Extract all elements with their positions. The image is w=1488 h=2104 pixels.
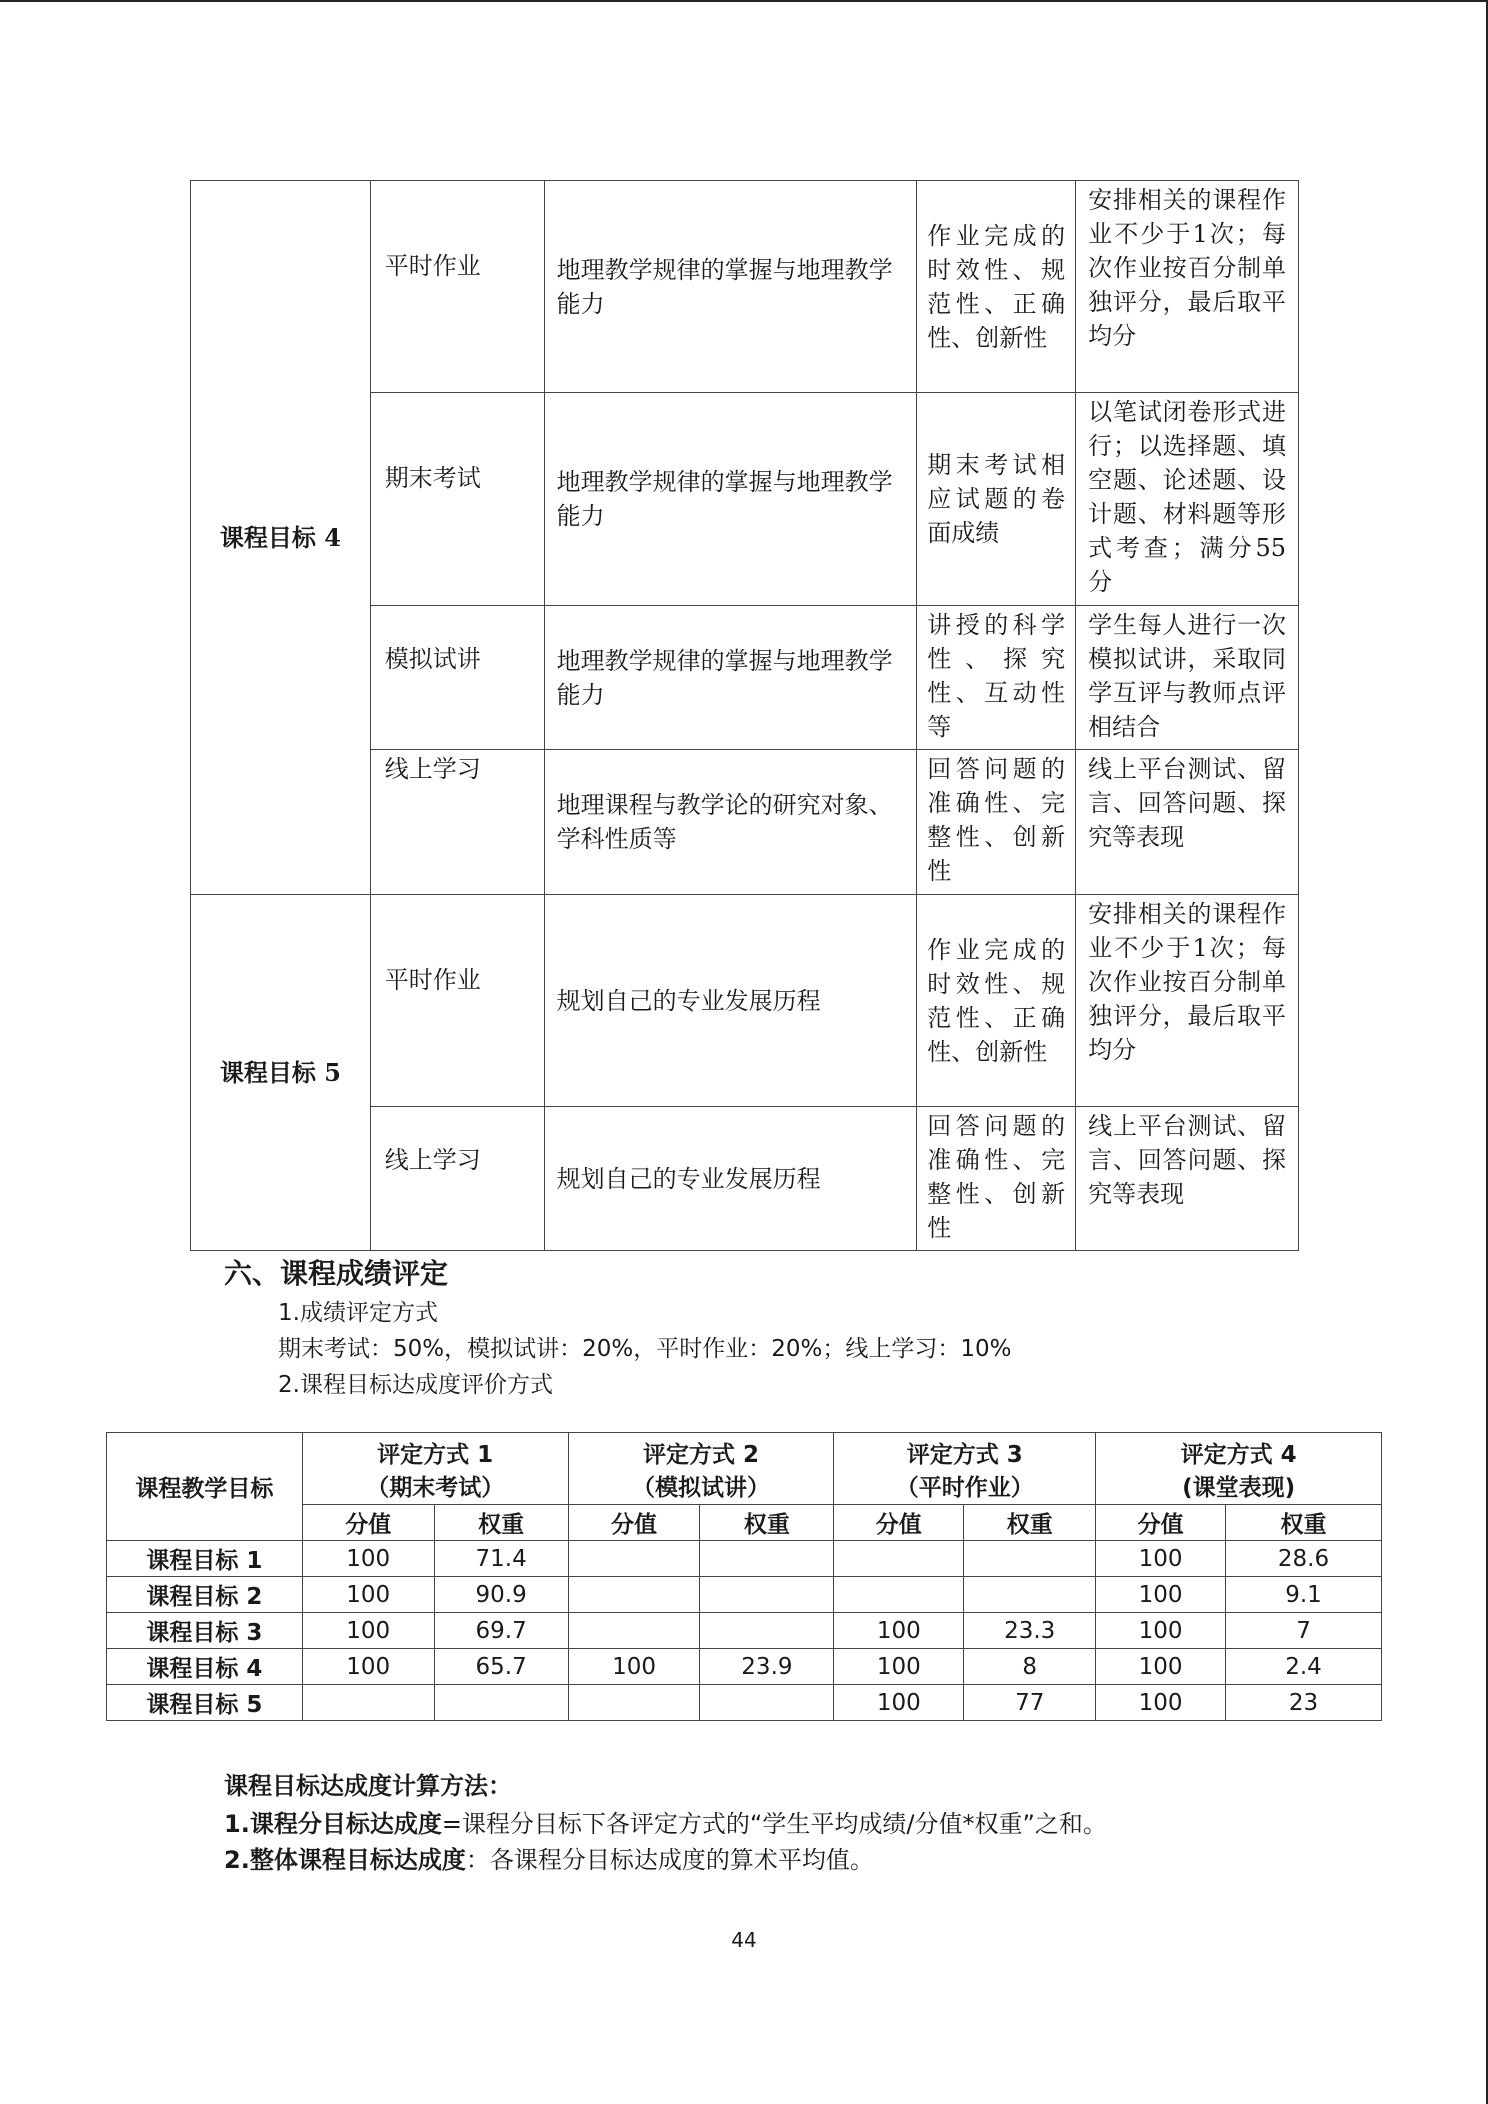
value-cell: 100 (1096, 1577, 1226, 1613)
goal-cell: 课程目标 4 (107, 1649, 303, 1685)
value-cell: 100 (1096, 1613, 1226, 1649)
method-cell: 平时作业 (370, 895, 544, 1107)
note-cell: 学生每人进行一次模拟试讲，采取同学互评与教师点评相结合 (1076, 606, 1299, 750)
item-1-text: 1.成绩评定方式 (278, 1300, 438, 1326)
note-cell: 以笔试闭卷形式进行；以选择题、填空题、论述题、设计题、材料题等形式考查；满分55分 (1076, 393, 1299, 606)
value-cell (834, 1577, 964, 1613)
value-cell (568, 1685, 700, 1721)
table-row (107, 1577, 1382, 1613)
mode-4-header: 评定方式 4 (课堂表现) (1096, 1433, 1382, 1505)
score-header: 分值 (1096, 1505, 1226, 1541)
value-cell: 100 (834, 1649, 964, 1685)
note-cell: 安排相关的课程作业不少于1次；每次作业按百分制单独评分，最后取平均分 (1076, 895, 1299, 1107)
standard-cell: 回答问题的准确性、完整性、创新性 (917, 1107, 1076, 1251)
standard-cell: 回答问题的准确性、完整性、创新性 (917, 750, 1076, 895)
weight-header: 权重 (1226, 1505, 1382, 1541)
value-cell: 100 (302, 1541, 434, 1577)
header-row (107, 1433, 1382, 1505)
value-cell: 77 (964, 1685, 1096, 1721)
goal-5-cell: 课程目标 5 (191, 895, 371, 1251)
standard-cell: 讲授的科学性、探究性、互动性等 (917, 606, 1076, 750)
method-cell: 期末考试 (370, 393, 544, 606)
goal-cell: 课程目标 3 (107, 1613, 303, 1649)
content-cell: 地理教学规律的掌握与地理教学能力 (544, 606, 917, 750)
goal-4-cell: 课程目标 4 (191, 181, 371, 895)
content-cell: 地理课程与教学论的研究对象、学科性质等 (544, 750, 917, 895)
corner-header: 课程教学目标 (107, 1433, 303, 1541)
value-cell (700, 1541, 834, 1577)
item-2-text: 2.课程目标达成度评价方式 (278, 1372, 553, 1398)
table-row (107, 1541, 1382, 1577)
table-row (107, 1613, 1382, 1649)
value-cell: 100 (302, 1613, 434, 1649)
note-cell: 线上平台测试、留言、回答问题、探究等表现 (1076, 750, 1299, 895)
weight-header: 权重 (700, 1505, 834, 1541)
table-row (191, 895, 1299, 1107)
value-cell: 8 (964, 1649, 1096, 1685)
value-cell: 7 (1226, 1613, 1382, 1649)
calc-line-2: 2.整体课程目标达成度：各课程分目标达成度的算术平均值。 (224, 1846, 874, 1874)
value-cell: 23.9 (700, 1649, 834, 1685)
value-cell (700, 1685, 834, 1721)
value-cell: 71.4 (434, 1541, 568, 1577)
goal-cell: 课程目标 2 (107, 1577, 303, 1613)
page-number: 44 (731, 1928, 757, 1952)
table-row (191, 181, 1299, 393)
value-cell: 23.3 (964, 1613, 1096, 1649)
method-cell: 线上学习 (370, 1107, 544, 1251)
value-cell: 100 (1096, 1649, 1226, 1685)
section-title: 六、课程成绩评定 (224, 1257, 449, 1290)
value-cell (964, 1541, 1096, 1577)
assessment-detail-table (190, 180, 1299, 1251)
mode-2-header: 评定方式 2 （模拟试讲） (568, 1433, 834, 1505)
value-cell: 100 (834, 1613, 964, 1649)
value-cell (568, 1613, 700, 1649)
value-cell: 65.7 (434, 1649, 568, 1685)
score-header: 分值 (302, 1505, 434, 1541)
value-cell: 69.7 (434, 1613, 568, 1649)
method-cell: 平时作业 (370, 181, 544, 393)
weight-header: 权重 (964, 1505, 1096, 1541)
value-cell (568, 1577, 700, 1613)
value-cell: 100 (1096, 1685, 1226, 1721)
goal-cell: 课程目标 1 (107, 1541, 303, 1577)
content-cell: 地理教学规律的掌握与地理教学能力 (544, 393, 917, 606)
note-cell: 线上平台测试、留言、回答问题、探究等表现 (1076, 1107, 1299, 1251)
calc-line-1: 1.课程分目标达成度=课程分目标下各评定方式的“学生平均成绩/分值*权重”之和。 (224, 1810, 1107, 1838)
weight-header: 权重 (434, 1505, 568, 1541)
score-header: 分值 (834, 1505, 964, 1541)
mode-1-header: 评定方式 1 （期末考试） (302, 1433, 568, 1505)
value-cell: 100 (834, 1685, 964, 1721)
standard-cell: 期末考试相应试题的卷面成绩 (917, 393, 1076, 606)
table-row (107, 1685, 1382, 1721)
value-cell: 9.1 (1226, 1577, 1382, 1613)
value-cell: 2.4 (1226, 1649, 1382, 1685)
standard-cell: 作业完成的时效性、规范性、正确性、创新性 (917, 181, 1076, 393)
value-cell (700, 1577, 834, 1613)
content-cell: 规划自己的专业发展历程 (544, 895, 917, 1107)
value-cell (302, 1685, 434, 1721)
value-cell: 100 (302, 1577, 434, 1613)
value-cell: 100 (1096, 1541, 1226, 1577)
achievement-evaluation-table (106, 1432, 1382, 1721)
page-top-border (0, 0, 1488, 2)
value-cell: 100 (302, 1649, 434, 1685)
standard-cell: 作业完成的时效性、规范性、正确性、创新性 (917, 895, 1076, 1107)
note-cell: 安排相关的课程作业不少于1次；每次作业按百分制单独评分，最后取平均分 (1076, 181, 1299, 393)
value-cell (568, 1541, 700, 1577)
value-cell (834, 1541, 964, 1577)
calc-title: 课程目标达成度计算方法： (224, 1772, 512, 1800)
mode-3-header: 评定方式 3 （平时作业） (834, 1433, 1096, 1505)
value-cell: 23 (1226, 1685, 1382, 1721)
method-cell: 线上学习 (370, 750, 544, 895)
goal-cell: 课程目标 5 (107, 1685, 303, 1721)
content-cell: 地理教学规律的掌握与地理教学能力 (544, 181, 917, 393)
value-cell (434, 1685, 568, 1721)
value-cell: 100 (568, 1649, 700, 1685)
score-header: 分值 (568, 1505, 700, 1541)
method-cell: 模拟试讲 (370, 606, 544, 750)
value-cell (700, 1613, 834, 1649)
table-row (107, 1649, 1382, 1685)
weights-text: 期末考试：50%，模拟试讲：20%，平时作业：20%；线上学习：10% (278, 1336, 1012, 1362)
value-cell: 90.9 (434, 1577, 568, 1613)
value-cell (964, 1577, 1096, 1613)
value-cell: 28.6 (1226, 1541, 1382, 1577)
content-cell: 规划自己的专业发展历程 (544, 1107, 917, 1251)
